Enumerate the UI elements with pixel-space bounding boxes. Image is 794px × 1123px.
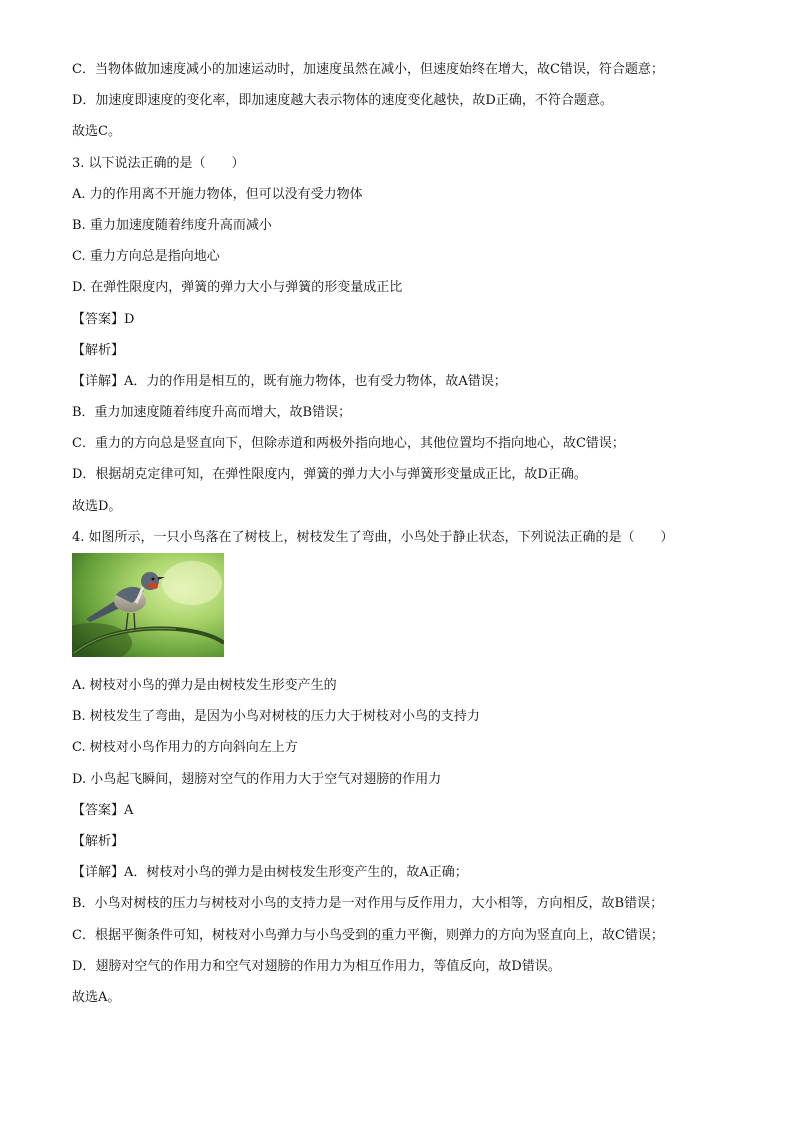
q3-stem: 3. 以下说法正确的是（ ） xyxy=(72,155,245,171)
q3-option-a: A. 力的作用离不开施力物体，但可以没有受力物体 xyxy=(72,186,363,202)
q3-explanation-a: 【详解】A．力的作用是相互的，既有施力物体，也有受力物体，故A错误； xyxy=(72,373,507,389)
document-page xyxy=(72,62,732,1021)
bird-on-branch-photo xyxy=(72,553,224,657)
q3-option-d: D. 在弹性限度内，弹簧的弹力大小与弹簧的形变量成正比 xyxy=(72,280,403,296)
q2-option-d-explanation: D．加速度即速度的变化率，即加速度越大表示物体的速度变化越快，故D正确，不符合题意。 xyxy=(72,93,613,109)
q4-conclusion: 故选A。 xyxy=(72,989,121,1005)
q2-option-c-explanation: C．当物体做加速度减小的加速运动时，加速度虽然在减小，但速度始终在增大，故C错误，符合题意； xyxy=(72,62,664,77)
q4-answer: 【答案】A xyxy=(72,802,134,818)
q4-option-c: C. 树枝对小鸟作用力的方向斜向左上方 xyxy=(72,740,298,756)
q3-answer: 【答案】D xyxy=(72,311,135,327)
q3-option-b: B. 重力加速度随着纬度升高而减小 xyxy=(72,217,272,233)
q3-analysis-label: 【解析】 xyxy=(72,342,125,358)
q4-analysis-label: 【解析】 xyxy=(72,833,125,849)
q4-option-d: D. 小鸟起飞瞬间，翅膀对空气的作用力大于空气对翅膀的作用力 xyxy=(72,771,442,787)
q4-stem: 4. 如图所示，一只小鸟落在了树枝上，树枝发生了弯曲，小鸟处于静止状态，下列说法正确的是（ ） xyxy=(72,529,674,545)
q3-explanation-d: D．根据胡克定律可知，在弹性限度内，弹簧的弹力大小与弹簧形变量成正比，故D正确。 xyxy=(72,467,587,483)
q3-conclusion: 故选D。 xyxy=(72,498,122,514)
q4-explanation-a: 【详解】A．树枝对小鸟的弹力是由树枝发生形变产生的，故A正确； xyxy=(72,865,468,881)
q4-explanation-b: B．小鸟对树枝的压力与树枝对小鸟的支持力是一对作用与反作用力，大小相等，方向相反，故B错误； xyxy=(72,896,664,912)
q4-explanation-c: C．根据平衡条件可知，树枝对小鸟弹力与小鸟受到的重力平衡，则弹力的方向为竖直向上，故C错误； xyxy=(72,927,664,943)
q3-explanation-b: B．重力加速度随着纬度升高而增大，故B错误； xyxy=(72,405,352,421)
q4-option-a: A. 树枝对小鸟的弹力是由树枝发生形变产生的 xyxy=(72,678,337,693)
q4-option-b: B. 树枝发生了弯曲，是因为小鸟对树枝的压力大于树枝对小鸟的支持力 xyxy=(72,709,480,725)
q2-conclusion: 故选C。 xyxy=(72,124,121,140)
q4-explanation-d: D．翅膀对空气的作用力和空气对翅膀的作用力为相互作用力，等值反向，故D错误。 xyxy=(72,958,561,974)
q3-option-c: C. 重力方向总是指向地心 xyxy=(72,249,220,265)
q3-explanation-c: C．重力的方向总是竖直向下，但除赤道和两极外指向地心，其他位置均不指向地心，故C错误； xyxy=(72,436,625,452)
